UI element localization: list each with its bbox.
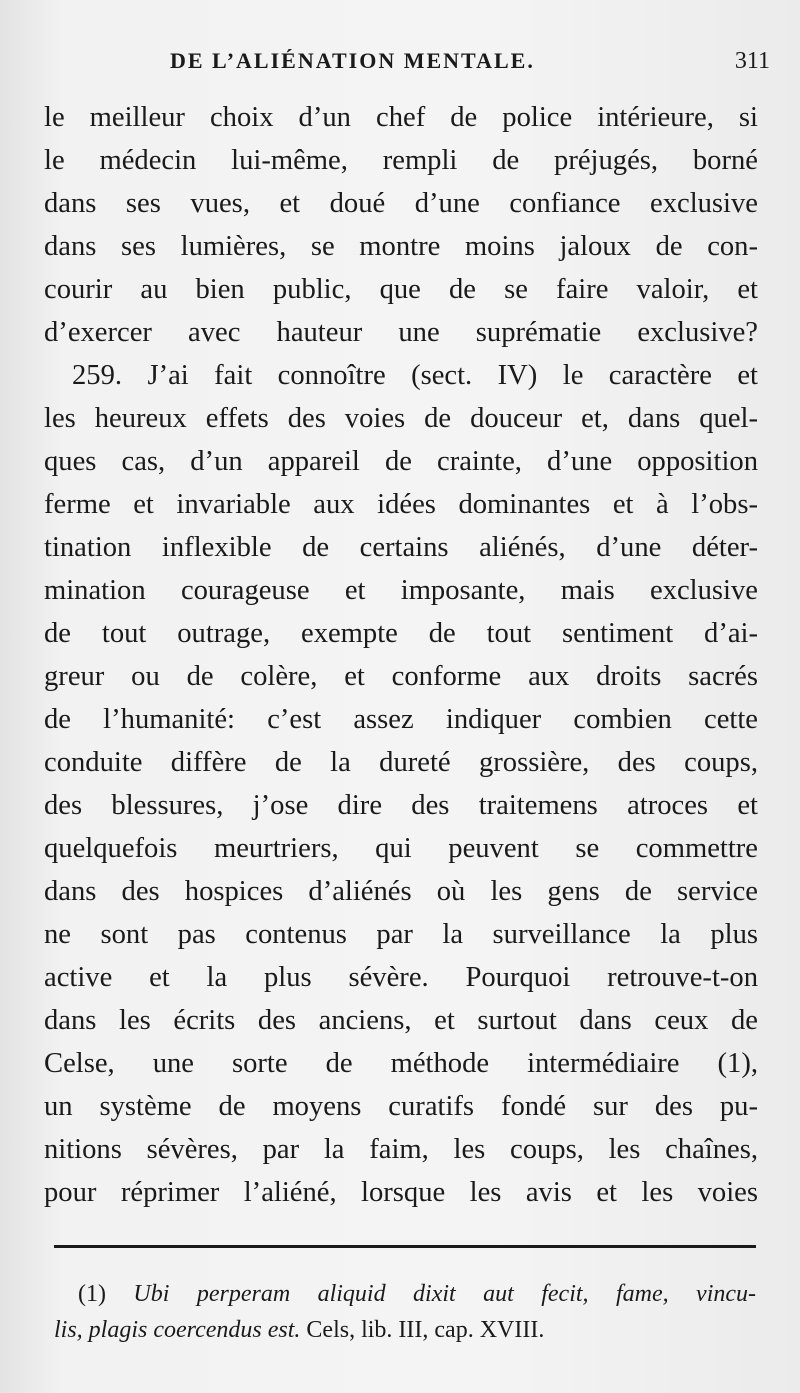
page-number: 311 xyxy=(734,48,770,74)
text-line: quelquefois meurtriers, qui peuvent se commettre xyxy=(44,833,758,864)
text-line: des blessures, j’ose dire des traitemens atroces et xyxy=(44,790,758,821)
footnote-line xyxy=(54,1312,756,1348)
text-line: de tout outrage, exempte de tout sentiment d’ai- xyxy=(44,618,758,649)
text-line: dans ses vues, et doué d’une confiance exclusive xyxy=(44,188,758,219)
text-line: Celse, une sorte de méthode intermédiaire (1), xyxy=(44,1048,758,1079)
footnote-quote: Ubi perperam aliquid dixit aut fecit, fame, vincu- xyxy=(133,1281,756,1307)
footnote-marker: (1) xyxy=(78,1281,106,1307)
text-line: conduite diffère de la dureté grossière, des coups, xyxy=(44,747,758,778)
text-line: ne sont pas contenus par la surveillance la plus xyxy=(44,919,758,950)
text-line: active et la plus sévère. Pourquoi retrouve-t-on xyxy=(44,962,758,993)
text-line: les heureux effets des voies de douceur et, dans quel- xyxy=(44,403,758,434)
text-line: dans les écrits des anciens, et surtout dans ceux de xyxy=(44,1005,758,1036)
text-line: tination inflexible de certains aliénés, d’une déter- xyxy=(44,532,758,563)
text-line: nitions sévères, par la faim, les coups, les chaînes, xyxy=(44,1134,758,1165)
text-line: pour réprimer l’aliéné, lorsque les avis et les voies xyxy=(44,1177,758,1208)
body-text xyxy=(44,96,758,1214)
footnote-line xyxy=(54,1276,756,1312)
text-line: de l’humanité: c’est assez indiquer combien cette xyxy=(44,704,758,735)
text-line: ferme et invariable aux idées dominantes et à l’obs- xyxy=(44,489,758,520)
footnote-quote: lis, plagis coercendus est. xyxy=(54,1317,301,1343)
page-header xyxy=(40,48,770,84)
text-line: dans ses lumières, se montre moins jaloux de con- xyxy=(44,231,758,262)
text-line: courir au bien public, que de se faire valoir, et xyxy=(44,274,758,305)
text-line: dans des hospices d’aliénés où les gens de service xyxy=(44,876,758,907)
text-line: greur ou de colère, et conforme aux droits sacrés xyxy=(44,661,758,692)
paragraph-start-line: 259. J’ai fait connoître (sect. IV) le caractère et xyxy=(72,360,758,391)
footnote-citation: Cels, lib. III, cap. XVIII. xyxy=(306,1317,545,1343)
text-line: ques cas, d’un appareil de crainte, d’une opposition xyxy=(44,446,758,477)
footnote-separator-rule xyxy=(54,1245,756,1248)
text-line: mination courageuse et imposante, mais exclusive xyxy=(44,575,758,606)
running-head: DE L’ALIÉNATION MENTALE. xyxy=(170,48,535,73)
footnote xyxy=(54,1276,756,1348)
text-line: un système de moyens curatifs fondé sur des pu- xyxy=(44,1091,758,1122)
text-line: d’exercer avec hauteur une suprématie exclusive? xyxy=(44,317,758,348)
text-line: le meilleur choix d’un chef de police intérieure, si xyxy=(44,102,758,133)
text-line: le médecin lui-même, rempli de préjugés, borné xyxy=(44,145,758,176)
